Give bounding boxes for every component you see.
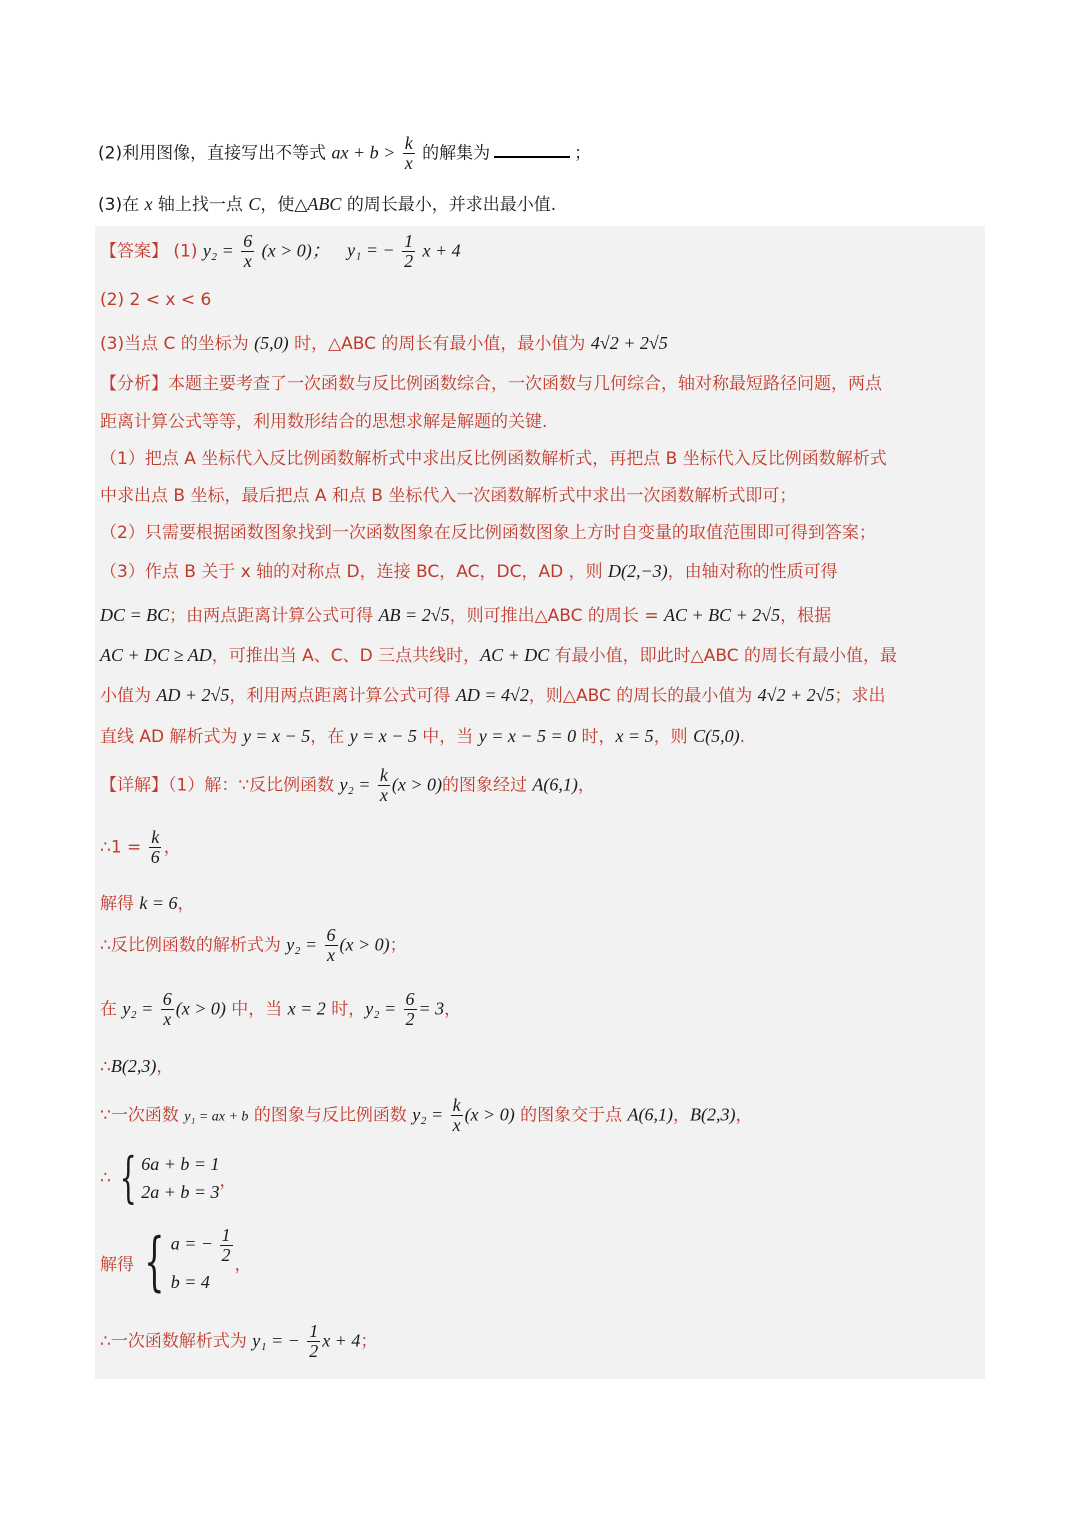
analysis-l8d: 有最小值，即此时△ABC 的周长有最小值，最 (549, 646, 898, 666)
a1-y2: y₂ = (202, 240, 234, 261)
d1g: ， (577, 775, 595, 796)
a1-tail: x + 4 (422, 240, 461, 261)
d7i: B(2,3) (689, 1104, 736, 1125)
analysis-line-2 (100, 407, 547, 432)
analysis-l2: 距离计算公式等等，利用数形结合的思想求解是解题的关键. (100, 412, 548, 432)
analysis-line-10 (100, 722, 745, 747)
analysis-l9e: ，则△ABC 的周长的最小值为 (528, 686, 758, 706)
d1c: (x > 0) (391, 774, 442, 795)
analysis-line-1 (100, 369, 882, 394)
d1e: 的图象经过 (441, 775, 533, 796)
answer-line-3 (100, 329, 668, 354)
analysis-l8b: ，可推出当 A、C、D 三点共线时， (211, 646, 481, 666)
d6c: ， (156, 1057, 174, 1077)
analysis-line-8 (100, 641, 897, 666)
d10-frac (307, 1322, 320, 1361)
analysis-l10f: y = x − 5 = 0 (478, 726, 577, 746)
analysis-l9f: 4√2 + 2√5 (757, 685, 835, 705)
detail-line-1 (100, 766, 595, 805)
d5a: 在 (100, 999, 123, 1020)
analysis-l7f: ，根据 (780, 606, 832, 626)
d5i: = 3 (418, 998, 445, 1019)
d5e: 中，当 (225, 999, 288, 1020)
d10d: 2 (309, 1340, 319, 1361)
a1-n2: 1 (404, 231, 414, 251)
d3c: ， (177, 894, 195, 914)
detail-line-10 (100, 1322, 377, 1361)
a2: (2) 2 < x < 6 (100, 290, 212, 310)
d9-system (100, 1226, 252, 1299)
d7f: 的图象交于点 (514, 1105, 628, 1126)
a1-num: 6 (243, 231, 253, 251)
analysis-l10h: x = 5 (615, 726, 654, 746)
d7n: k (452, 1095, 461, 1115)
d5-frac2 (404, 990, 417, 1029)
analysis-l7e: AC + BC + 2√5 (663, 605, 781, 625)
analysis-l7b: ；由两点距离计算公式可得 (169, 606, 379, 626)
d1n: k (379, 765, 388, 785)
d6a: ∴ (100, 1057, 111, 1077)
analysis-l9b: AD + 2√5 (156, 685, 230, 705)
d8r2: 2a + b = 3 (141, 1182, 220, 1202)
d7e: (x > 0) (464, 1104, 515, 1125)
d5n: 6 (162, 989, 172, 1009)
d5j: ， (444, 999, 462, 1020)
d8b: ， (219, 1170, 237, 1191)
d5b: y₂ = (122, 998, 154, 1019)
analysis-l9g: ；求出 (834, 686, 886, 706)
q3-ABC: ABC (307, 194, 342, 214)
d9-row1 (171, 1226, 235, 1265)
analysis-tag: 【分析】 (100, 374, 168, 394)
a1-y1: y₁ = − (347, 240, 395, 261)
analysis-l10k: . (739, 727, 745, 747)
d2a: ∴1 = (100, 837, 142, 858)
d9r2: b = 4 (170, 1271, 210, 1292)
a1-d2: 2 (404, 250, 414, 271)
analysis-l9a: 小值为 (100, 686, 157, 706)
d1a: （1）解：∵反比例函数 (168, 775, 340, 796)
detail-line-6 (100, 1052, 173, 1077)
detail-line-7 (100, 1096, 752, 1135)
detail-line-4 (100, 926, 407, 965)
d5-frac (161, 990, 174, 1029)
d7g: A(6,1) (627, 1104, 673, 1125)
d4e: ； (389, 935, 407, 956)
d7-frac (451, 1096, 463, 1135)
d9-rows (171, 1226, 235, 1299)
left-brace-icon: { (144, 1225, 165, 1300)
d5f: x = 2 (287, 998, 326, 1019)
d1d: x (379, 784, 388, 805)
answer-line-2 (100, 290, 211, 310)
analysis-l3: （1）把点 A 坐标代入反比例函数解析式中求出反比例函数解析式，再把点 B 坐标代入反比例函数解析式 (100, 449, 887, 469)
d7b: y₁ = ax + b (184, 1109, 249, 1125)
q3-mid: 轴上找一点 (157, 195, 243, 215)
a1-den: x (243, 250, 252, 271)
detail-line-2 (100, 828, 181, 867)
d4n: 6 (326, 925, 336, 945)
d4c: (x > 0) (339, 934, 390, 955)
detail-line-3 (100, 889, 195, 914)
d2n: k (151, 827, 160, 847)
analysis-l10b: y = x − 5 (242, 726, 311, 746)
d1b: y₂ = (339, 774, 371, 795)
d10n: 1 (309, 1321, 319, 1341)
analysis-l10a: 直线 AD 解析式为 (100, 727, 243, 747)
analysis-l10g: 时， (576, 727, 616, 747)
a3-pt: (5,0) (254, 333, 289, 353)
a3-mid: 时，△ABC 的周长有最小值，最小值为 (294, 334, 586, 354)
d7j: ， (735, 1105, 753, 1126)
answer-blank (494, 144, 570, 158)
analysis-l5: （2）只需要根据函数图象找到一次函数图象在反比例函数图象上方时自变量的取值范围即可得到答案； (100, 523, 876, 543)
d5c: (x > 0) (175, 998, 226, 1019)
d9n: 1 (221, 1225, 231, 1245)
analysis-l1: 本题主要考查了一次函数与反比例函数综合，一次函数与几何综合，轴对称最短路径问题，两点 (168, 374, 882, 394)
q2-end: ； (574, 143, 592, 164)
d3a: 解得 (100, 894, 140, 914)
analysis-l6a: （3）作点 B 关于 x 轴的对称点 D，连接 BC，AC，DC，AD ，则 (100, 562, 608, 582)
d7den: x (452, 1114, 461, 1135)
question-3 (98, 190, 556, 215)
analysis-l7a: DC = BC (100, 605, 170, 625)
d4-frac (325, 926, 338, 965)
analysis-l10i: ，则 (653, 727, 694, 747)
d1f: A(6,1) (532, 774, 578, 795)
detail-line-5 (100, 990, 461, 1029)
d9d: 2 (221, 1244, 231, 1265)
q2-prefix: (2)利用图像，直接写出不等式 (98, 143, 327, 164)
d9b: ， (234, 1254, 252, 1275)
d7a: ∵一次函数 (100, 1105, 185, 1126)
d4d: x (327, 944, 336, 965)
d8r1: 6a + b = 1 (141, 1154, 220, 1174)
d5g: 时， (325, 999, 366, 1020)
d2d: 6 (150, 846, 160, 867)
analysis-l7d: ，则可推出△ABC 的周长 = (449, 606, 664, 626)
d5h: y₂ = (365, 998, 397, 1019)
d8-rows (141, 1150, 219, 1206)
detail-tag: 【详解】 (100, 775, 168, 796)
analysis-line-9 (100, 681, 886, 706)
a1-frac2 (402, 232, 415, 271)
question-2 (98, 134, 591, 173)
q3-mid2: ，使△ (260, 195, 308, 215)
d2b: ， (163, 837, 181, 858)
analysis-l4: 中求出点 B 坐标，最后把点 A 和点 B 坐标代入一次函数解析式中求出一次函数解析式即可； (100, 486, 797, 506)
a1-frac (241, 232, 254, 271)
d10b: y₁ = − (252, 1330, 300, 1351)
d9r1: a = − (170, 1233, 214, 1254)
analysis-l6b: D(2,−3) (607, 561, 668, 581)
q2-suffix: 的解集为 (422, 143, 491, 164)
d1-frac (378, 766, 390, 805)
analysis-line-4 (100, 481, 796, 506)
q3-suffix: 的周长最小，并求出最小值. (346, 195, 557, 215)
d3b: k = 6 (139, 893, 178, 913)
d10a: ∴一次函数解析式为 (100, 1331, 253, 1352)
d6b: B(2,3) (110, 1056, 157, 1076)
q2-ineq-left: ax + b > (331, 142, 396, 163)
d10c: x + 4 (322, 1330, 361, 1351)
d7d: y₂ = (412, 1104, 444, 1125)
d5n2: 6 (405, 989, 415, 1009)
d10e: ； (360, 1331, 378, 1352)
d2-frac (149, 828, 162, 867)
d4b: y₂ = (286, 934, 318, 955)
analysis-line-3 (100, 444, 887, 469)
analysis-l10j: C(5,0) (693, 726, 740, 746)
d7c: 的图象与反比例函数 (248, 1105, 413, 1126)
q3-prefix: (3)在 (98, 195, 140, 215)
analysis-l6c: ，由轴对称的性质可得 (667, 562, 838, 582)
analysis-l10c: ，在 (310, 727, 350, 747)
q2-fraction (403, 134, 415, 173)
left-brace-icon: { (119, 1146, 137, 1209)
q2-frac-num: k (404, 133, 413, 153)
analysis-l8a: AC + DC ≥ AD (100, 645, 212, 665)
answer-tag: 【答案】 (100, 241, 168, 262)
answer-line-1 (100, 232, 461, 271)
analysis-l9c: ，利用两点距离计算公式可得 (229, 686, 456, 706)
d9a: 解得 (100, 1254, 134, 1275)
detail-line-8 (100, 1146, 237, 1209)
a3-val: 4√2 + 2√5 (590, 333, 668, 353)
a1-cond: (x > 0)； (261, 240, 330, 261)
q2-frac-den: x (404, 152, 413, 173)
analysis-line-6 (100, 557, 838, 582)
d5d: x (163, 1008, 172, 1029)
analysis-l9d: AD = 4√2 (455, 685, 529, 705)
a3-pre: (3)当点 C 的坐标为 (100, 334, 249, 354)
analysis-l7c: AB = 2√5 (378, 605, 450, 625)
d8-system (100, 1146, 237, 1209)
d8a: ∴ (100, 1168, 111, 1188)
d9-frac (220, 1226, 233, 1265)
q3-x: x (144, 194, 153, 214)
analysis-l10d: y = x − 5 (349, 726, 417, 746)
analysis-line-7 (100, 601, 831, 626)
detail-line-9 (100, 1226, 252, 1299)
analysis-line-5 (100, 518, 876, 543)
analysis-l10e: 中，当 (416, 727, 479, 747)
d7h: ， (672, 1105, 690, 1126)
analysis-l8c: AC + DC (480, 645, 550, 665)
a1-label: (1) (173, 241, 198, 262)
d5d2: 2 (405, 1008, 415, 1029)
d4a: ∴反比例函数的解析式为 (100, 935, 287, 956)
q3-C: C (248, 194, 261, 214)
